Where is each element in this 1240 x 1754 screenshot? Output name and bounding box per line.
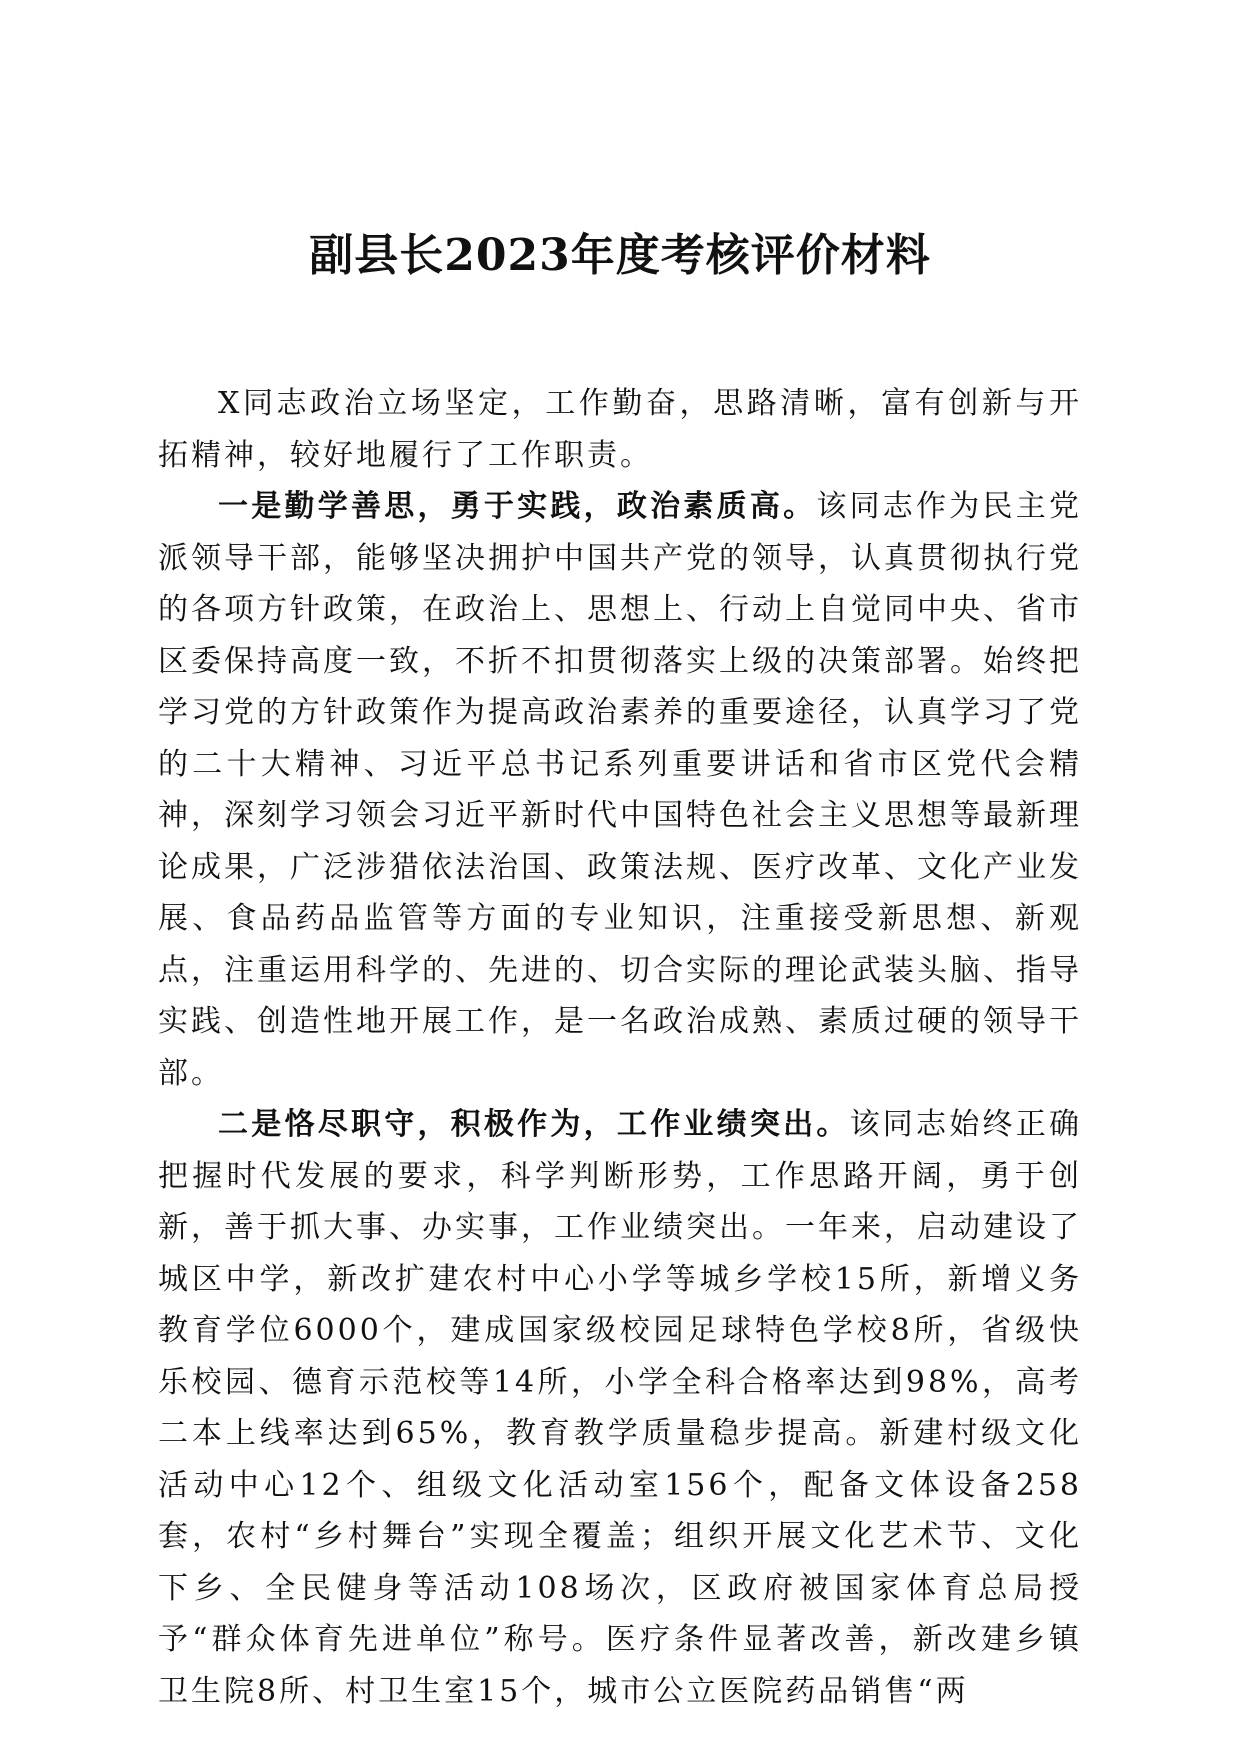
paragraph-text: 该同志作为民主党派领导干部，能够坚决拥护中国共产党的领导，认真贯彻执行党的各项方针政策，在政治上、思想上、行动上自觉同中央、省市区委保持高度一致，不折不扣贯彻落实上级的决策部署。始终把学习党的方针政策作为提高政治素养的重要途径，认真学习了党的二十大精神、习近平总书记系列重要讲话和省市区党代会精神，深刻学习领会习近平新时代中国特色社会主义思想等最新理论成果，广泛涉猎依法治国、政策法规、医疗改革、文化产业发展、食品药品监管等方面的专业知识，注重接受新思想、新观点，注重运用科学的、先进的、切合实际的理论武装头脑、指导实践、创造性地开展工作，是一名政治成熟、素质过硬的领导干部。 <box>158 489 1083 1091</box>
paragraph-work-performance <box>158 1099 1082 1717</box>
paragraph-heading: 二是恪尽职守，积极作为，工作业绩突出。 <box>218 1107 850 1142</box>
document-title: 副县长2023年度考核评价材料 <box>309 230 931 281</box>
paragraph-text: 该同志始终正确把握时代发展的要求，科学判断形势，工作思路开阔，勇于创新，善于抓大事、办实事，工作业绩突出。一年来，启动建设了城区中学，新改扩建农村中心小学等城乡学校15所，新增义务教育学位6000个，建成国家级校园足球特色学校8所，省级快乐校园、德育示范校等14所，小学全科合格率达到98%，高考二本上线率达到65%，教育教学质量稳步提高。新建村级文化活动中心12个、组级文化活动室156个，配备文体设备258套，农村“乡村舞台”实现全覆盖；组织开展文化艺术节、文化下乡、全民健身等活动108场次，区政府被国家体育总局授予“群众体育先进单位”称号。医疗条件显著改善，新改建乡镇卫生院8所、村卫生室15个，城市公立医院药品销售“两 <box>158 1107 1083 1709</box>
document-body <box>158 378 1082 1717</box>
paragraph-intro <box>158 378 1082 481</box>
paragraph-heading: 一是勤学善思，勇于实践，政治素质高。 <box>218 489 817 524</box>
paragraph-text: X同志政治立场坚定，工作勤奋，思路清晰，富有创新与开拓精神，较好地履行了工作职责。 <box>158 386 1082 473</box>
paragraph-political-quality <box>158 481 1082 1099</box>
